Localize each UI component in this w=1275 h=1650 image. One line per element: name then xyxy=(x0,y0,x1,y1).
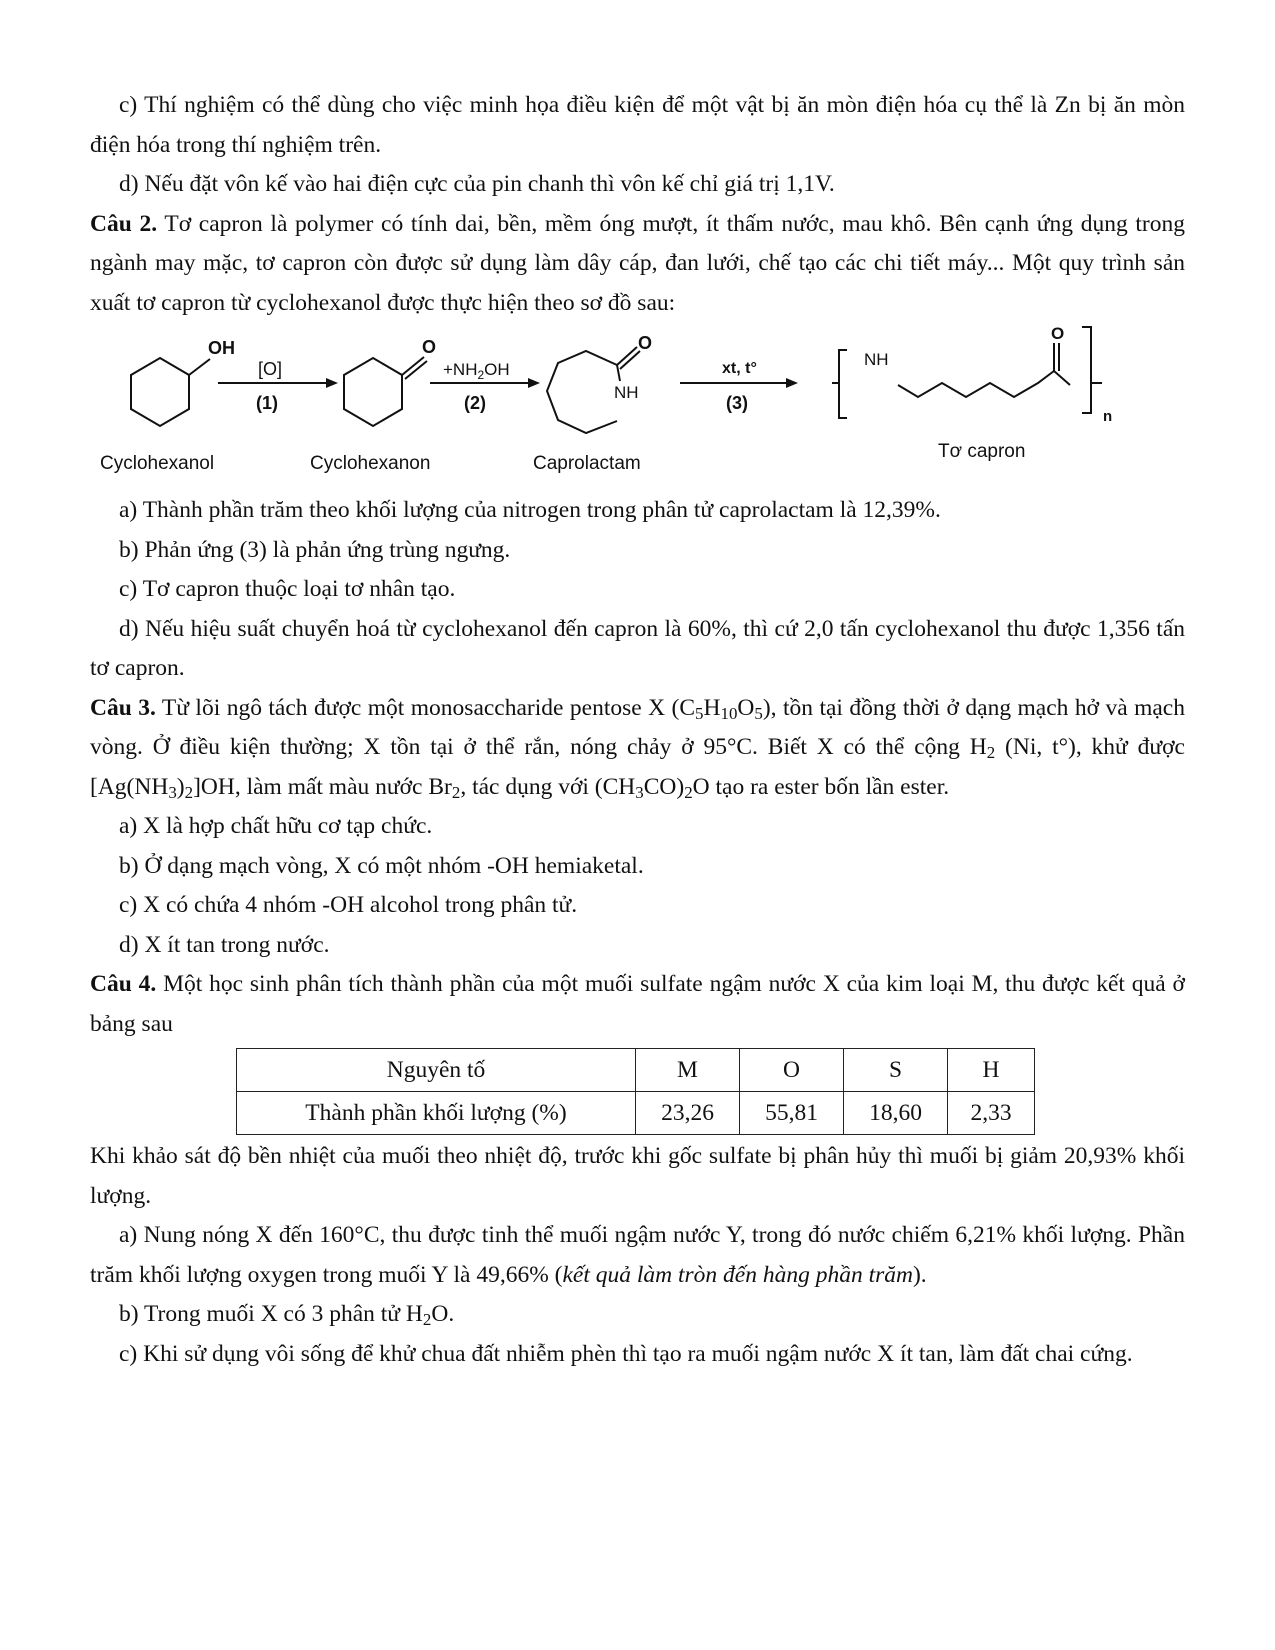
q4-after-table: Khi khảo sát độ bền nhiệt của muối theo nhiệt độ, trước khi gốc sulfate bị phân hủy thì muối bị giảm 20,93% khối lượng. xyxy=(90,1143,1185,1209)
table-cell: 2,33 xyxy=(948,1092,1035,1135)
table-header-cell: H xyxy=(948,1049,1035,1092)
table-header-cell: M xyxy=(636,1049,740,1092)
table-header-cell: O xyxy=(740,1049,844,1092)
table-header-cell: Nguyên tố xyxy=(237,1049,636,1092)
o-label-1: O xyxy=(422,337,437,357)
q3-option-d: d) X ít tan trong nước. xyxy=(119,931,330,958)
table-row xyxy=(237,1092,1035,1135)
name-cyclohexanol: Cyclohexanol xyxy=(100,453,215,474)
q4-intro xyxy=(90,965,1185,1044)
q3-intro: Câu 3. Từ lõi ngô tách được một monosaccharide pentose X $(C_5H_{10}O_5)$, tồn tại đồng thời ở dạng mạch hở và mạch vòng. Ở điều kiện thường; X tồn tại ở thể rắn, nóng chảy ở 95°C. Biết X có thể cộng $H_2$ (Ni, t°), khử được $[Ag(NH_3)_2]OH$, làm mất màu nước $Br_2$, tác dụng với $(CH_3CO)_2O$ tạo ra ester bốn lần ester. xyxy=(90,694,1185,802)
q4-label: Câu 4. xyxy=(90,971,157,997)
name-cyclohexanon: Cyclohexanon xyxy=(310,453,431,474)
left-bracket xyxy=(839,350,847,418)
q1-option-d: d) Nếu đặt vôn kế vào hai điện cực của pin chanh thì vôn kế chỉ giá trị 1,1V. xyxy=(119,171,835,197)
step1-reagent: [O] xyxy=(258,359,283,379)
q3-option-c: c) X có chứa 4 nhóm -OH alcohol trong phân tử. xyxy=(119,892,578,918)
document-page xyxy=(90,86,1185,1374)
step1-number: (1) xyxy=(256,393,278,413)
q2-intro-text: Tơ capron là polymer có tính dai, bền, mềm óng mượt, ít thấm nước, mau khô. Bên cạnh ứng dụng trong ngành may mặc, tơ capron còn được sử dụng làm dây cáp, đan lưới, chế tạo các chi tiết máy... Một quy trình sản xuất tơ capron từ cyclohexanol được thực hiện theo sơ đồ sau: xyxy=(90,210,1185,316)
step2-reagent: $+NH_2OH$ xyxy=(443,360,510,382)
q2-label: Câu 2. xyxy=(90,210,158,237)
q1-option-c: c) Thí nghiệm có thể dùng cho việc minh họa điều kiện để một vật bị ăn mòn điện hóa cụ thể là Zn bị ăn mòn điện hóa trong thí nghiệm trên. xyxy=(90,92,1185,158)
reaction-scheme xyxy=(90,323,1185,491)
table-header-cell: S xyxy=(844,1049,948,1092)
composition-table-wrapper xyxy=(236,1048,1185,1135)
q4-intro-text: Một học sinh phân tích thành phần của một muối sulfate ngậm nước X của kim loại M, thu được kết quả ở bảng sau xyxy=(90,971,1185,1037)
q2-option-b: b) Phản ứng (3) là phản ứng trùng ngưng. xyxy=(119,536,511,563)
q4-option-c: c) Khi sử dụng vôi sống để khử chua đất nhiễm phèn thì tạo ra muối ngậm nước X ít tan, làm đất chai cứng. xyxy=(119,1340,1133,1367)
composition-table xyxy=(236,1048,1035,1135)
name-to-capron: Tơ capron xyxy=(938,441,1026,462)
name-caprolactam: Caprolactam xyxy=(533,453,641,474)
caprolactam-ring xyxy=(547,351,617,433)
step2-number: (2) xyxy=(464,393,486,413)
table-cell: 55,81 xyxy=(740,1092,844,1135)
o-label-3: O xyxy=(1051,324,1065,343)
nh-label-polymer: NH xyxy=(864,350,889,369)
q2-intro xyxy=(90,205,1185,324)
polymer-chain xyxy=(898,371,1054,397)
q3-option-a: a) X là hợp chất hữu cơ tạp chức. xyxy=(119,813,433,839)
o-label-2: O xyxy=(638,333,653,353)
reaction-scheme-drawing xyxy=(90,323,1185,491)
q3-option-b: b) Ở dạng mạch vòng, X có một nhóm -OH hemiaketal. xyxy=(119,852,644,879)
step3-reagent: xt, t° xyxy=(722,360,757,377)
q4-option-a: a) Nung nóng X đến 160°C, thu được tinh thể muối ngậm nước Y, trong đó nước chiếm 6,21% khối lượng. Phần trăm khối lượng oxygen trong muối Y là 49,66% (kết quả làm tròn đến hàng phần trăm). xyxy=(90,1222,1185,1288)
cyclohexanol-ring xyxy=(131,358,189,426)
q2-option-d: d) Nếu hiệu suất chuyển hoá từ cyclohexanol đến capron là 60%, thì cứ 2,0 tấn cyclohexanol thu được 1,356 tấn tơ capron. xyxy=(90,615,1185,681)
cyclohexanone-ring xyxy=(344,358,402,426)
right-bracket xyxy=(1082,327,1091,413)
nh-label-ring: NH xyxy=(614,383,639,402)
n-subscript: n xyxy=(1103,408,1113,425)
q4-option-b: b) Trong muối X có 3 phân tử $H_2O$. xyxy=(119,1301,455,1330)
q2-option-a: a) Thành phần trăm theo khối lượng của nitrogen trong phân tử caprolactam là 12,39%. xyxy=(119,497,941,523)
q2-option-c: c) Tơ capron thuộc loại tơ nhân tạo. xyxy=(119,576,456,602)
table-cell: 23,26 xyxy=(636,1092,740,1135)
table-cell: Thành phần khối lượng (%) xyxy=(237,1092,636,1135)
table-header-row xyxy=(237,1049,1035,1092)
table-cell: 18,60 xyxy=(844,1092,948,1135)
step3-number: (3) xyxy=(726,393,748,413)
q3-label: Câu 3. xyxy=(90,694,156,721)
oh-label: OH xyxy=(208,338,235,358)
